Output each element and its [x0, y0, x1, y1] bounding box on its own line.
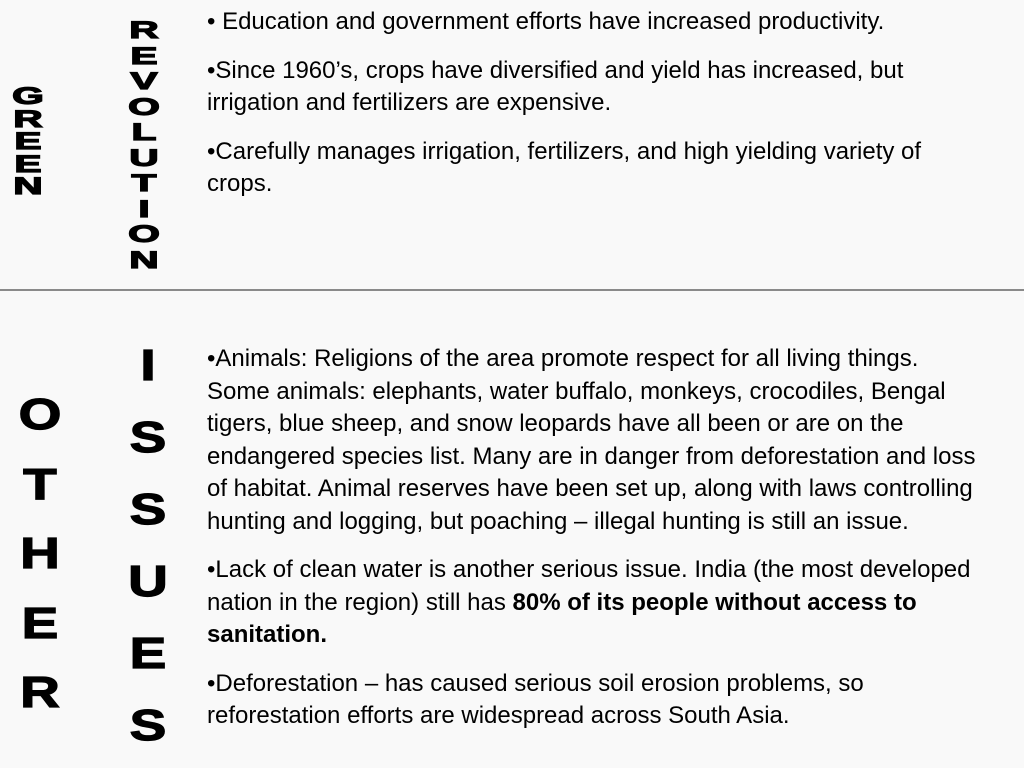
vertical-title-issues: [111, 330, 186, 762]
title-letter: R: [20, 668, 60, 717]
title-letter: N: [129, 246, 159, 274]
title-letter: E: [129, 629, 167, 678]
title-letter: T: [131, 170, 157, 197]
title-letter: R: [13, 105, 43, 133]
bullet-animals: •Animals: Religions of the area promote respect for all living things. Some animals: elephants, water buffalo, monkeys, crocodiles, Bengal tigers, blue sheep, and snow leopards have all been or are on the endangered species list. Many are in danger from deforestation and loss of habitat. Animal reserves have been set up, along with laws controlling hunting and logging, but poaching – illegal hunting is still an issue.: [207, 345, 976, 535]
other-issues-bullets: [207, 343, 977, 733]
green-revolution-bullets: [207, 6, 977, 201]
bullet-water-text: •Lack of clean water is another serious issue. India (the most developed nation in the region) still has: [207, 556, 971, 616]
title-letter: E: [21, 598, 59, 648]
title-letter: L: [131, 119, 157, 146]
bullet-management: •Carefully manages irrigation, fertilizers, and high yielding variety of crops.: [207, 137, 922, 197]
title-letter: E: [130, 42, 158, 70]
title-letter: T: [23, 459, 57, 509]
vertical-title-green: [0, 83, 76, 200]
title-letter: O: [128, 221, 160, 248]
title-letter: U: [128, 557, 168, 606]
title-letter: E: [14, 128, 42, 155]
title-letter: N: [13, 173, 43, 200]
bullet-crops: •Since 1960’s, crops have diversified and yield has increased, but irrigation and fertilizers are expensive.: [207, 56, 904, 116]
title-letter: H: [20, 529, 60, 578]
title-letter: S: [129, 413, 167, 462]
title-letter: S: [129, 701, 167, 750]
title-letter: U: [129, 144, 159, 172]
section-divider: [0, 289, 1024, 291]
title-letter: R: [129, 17, 159, 44]
title-letter: O: [18, 390, 62, 439]
sanitation-statistic: 80% of its people without access to sanitation.: [207, 588, 917, 648]
bullet-productivity: • Education and government efforts have increased productivity.: [207, 8, 885, 35]
title-letter: E: [14, 150, 42, 178]
title-letter: V: [130, 68, 158, 95]
vertical-title-other: [3, 380, 78, 728]
title-letter: S: [129, 485, 167, 534]
bullet-clean-water: [207, 554, 977, 652]
bullet-deforestation: •Deforestation – has caused serious soil erosion problems, so reforestation efforts are widespread across South Asia.: [207, 669, 864, 729]
title-letter: I: [138, 195, 150, 223]
title-letter: I: [140, 341, 156, 390]
title-letter: O: [128, 93, 160, 121]
vertical-title-revolution: [96, 18, 191, 273]
title-letter: G: [12, 83, 44, 110]
